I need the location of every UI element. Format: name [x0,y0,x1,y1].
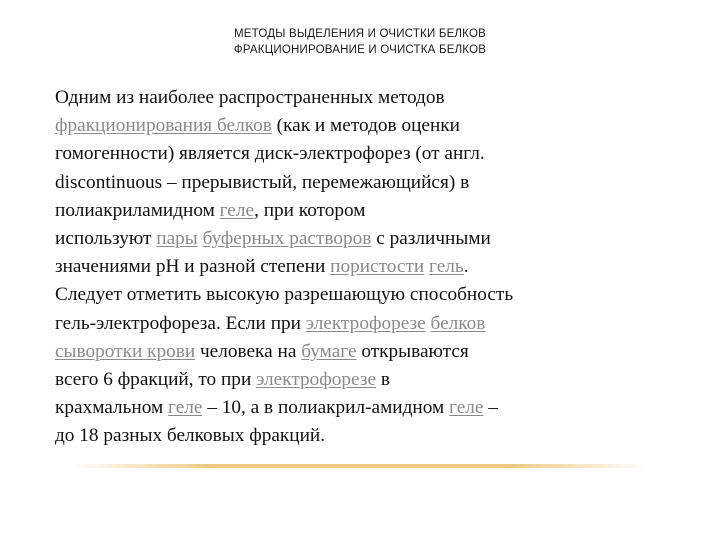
text-span: крахмальном [55,397,169,419]
text-span: гомогенности) является диск-электрофорез (от англ. [55,143,485,165]
text-span: – 10, а в полиакрил-амидном [202,397,450,419]
text-line-7 [55,253,655,281]
text-span: (как и методов оценки [271,115,460,137]
text-span: гель-электрофореза. Если при [55,312,306,334]
link-gel[interactable]: геле [168,397,203,419]
text-line-6 [55,225,655,253]
text-span: в [376,369,390,391]
body-paragraph [55,84,655,451]
text-span: всего 6 фракций, то при [55,369,257,391]
text-line-11 [55,366,655,394]
text-line-9 [55,310,655,338]
link-electrophoresis[interactable]: электрофорезе [256,369,376,391]
link-blood-serum[interactable]: сыворотки крови [55,340,196,362]
link-proteins[interactable]: белков [430,312,486,334]
link-buffer-solutions[interactable]: буферных растворов [202,228,372,250]
text-line-3 [55,140,655,168]
text-span: Следует отметить высокую разрешающую способность [55,284,514,306]
text-line-5 [55,197,655,225]
text-span: значениями pH и разной степени [55,256,331,278]
text-line-4 [55,169,655,197]
link-gel[interactable]: геле [449,397,484,419]
slide-title [0,26,720,58]
text-span: человека на [195,340,302,362]
text-span: – [483,397,498,419]
link-electrophoresis[interactable]: электрофорезе [305,312,426,334]
text-line-12 [55,394,655,422]
text-line-13 [55,422,655,450]
text-span: discontinuous – прерывистый, перемежающийся) в [55,171,470,193]
text-span: . [463,256,469,278]
title-line-1: МЕТОДЫ ВЫДЕЛЕНИЯ И ОЧИСТКИ БЕЛКОВ [234,28,486,40]
text-line-10 [55,338,655,366]
link-fractionation-proteins[interactable]: фракционирования белков [55,115,272,137]
text-span: используют [55,228,157,250]
text-span: с различными [371,228,491,250]
text-span: открываются [356,340,469,362]
text-line-1 [55,84,655,112]
text-span: , при котором [254,199,366,221]
link-gel[interactable]: геле [219,199,255,221]
text-span: Одним из наиболее распространенных методов [55,87,445,108]
title-line-2: ФРАКЦИОНИРОВАНИЕ И ОЧИСТКА БЕЛКОВ [233,44,487,56]
link-pairs[interactable]: пары [156,228,198,250]
text-span: до 18 разных белковых фракций. [55,425,326,447]
link-porosity[interactable]: пористости [330,256,425,278]
text-line-8 [55,281,655,309]
text-span: полиакриламидном [55,199,220,221]
link-gel[interactable]: гель [429,256,464,278]
link-paper[interactable]: бумаге [301,340,357,362]
text-line-2 [55,112,655,140]
decorative-divider [70,464,650,468]
